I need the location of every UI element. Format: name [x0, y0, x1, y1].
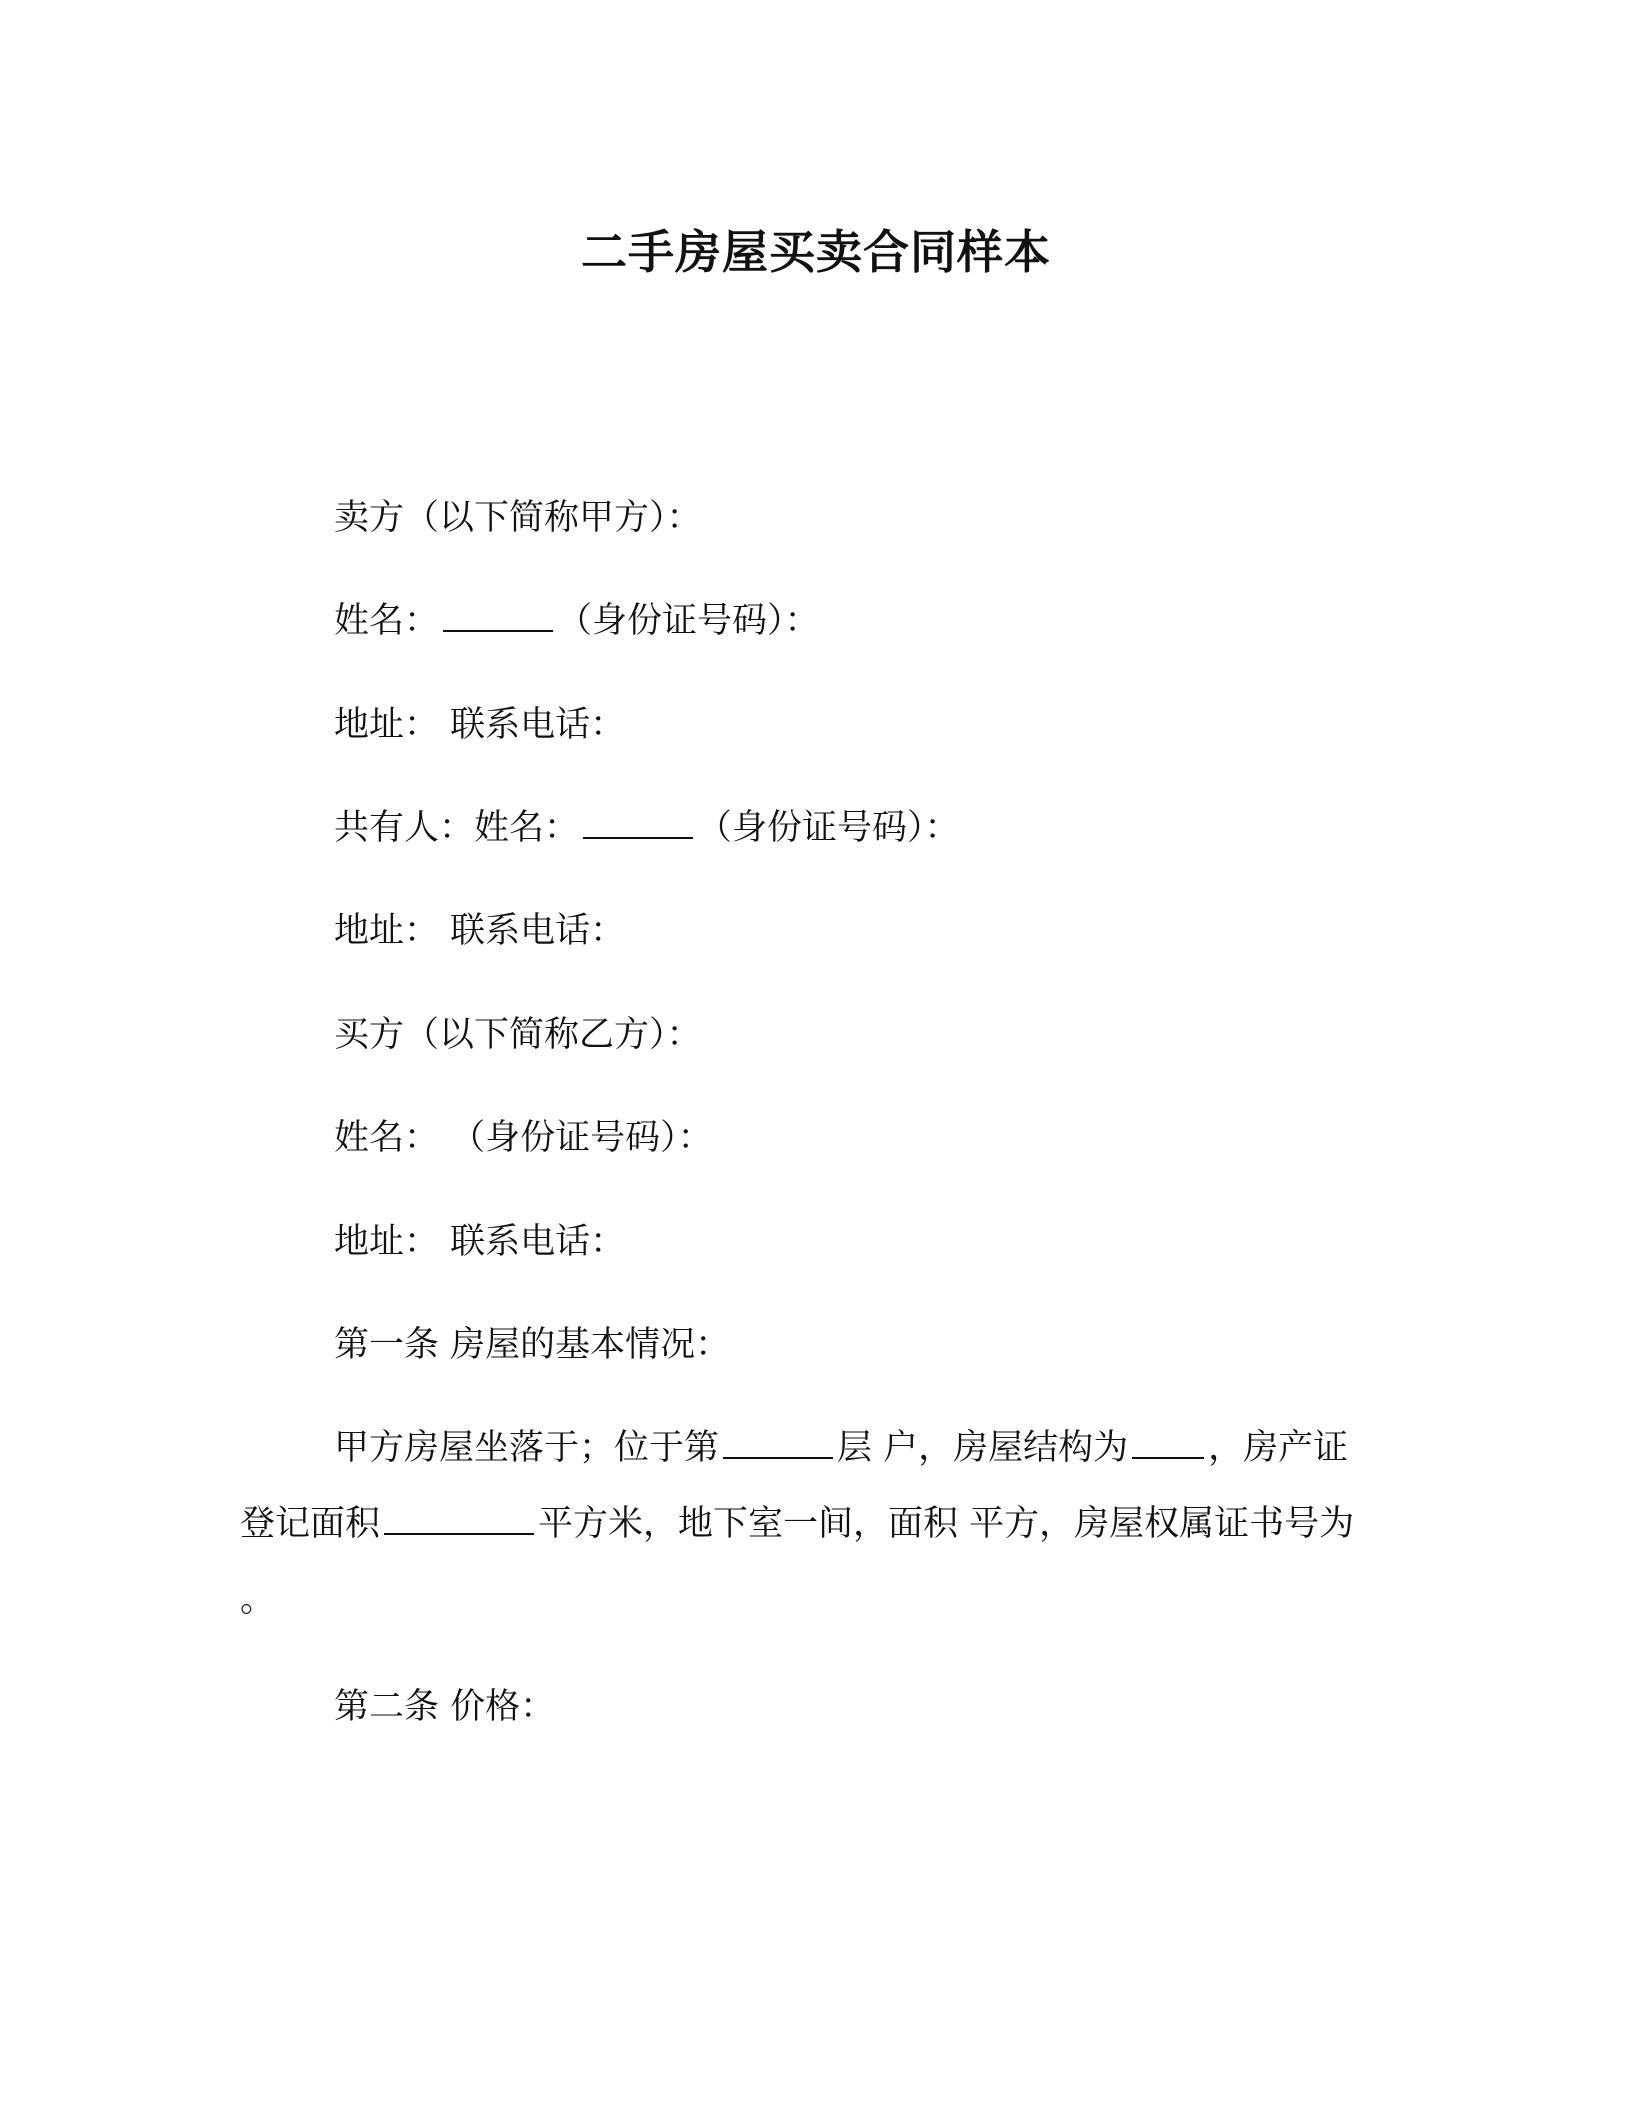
seller-id-label: （身份证号码）： [557, 601, 820, 641]
area-blank [384, 1499, 534, 1535]
article2-heading: 第二条 价格： [334, 1687, 556, 1727]
co-owner-name-blank [583, 803, 693, 839]
article1-text-3: ，房产证登记面积 [240, 1428, 1349, 1544]
document-title: 二手房屋买卖合同样本 [581, 225, 1051, 279]
seller-name-label: 姓名： [334, 601, 440, 641]
structure-blank [1132, 1423, 1204, 1459]
seller-heading: 卖方（以下简称甲方）： [334, 498, 702, 538]
floor-blank [723, 1423, 833, 1459]
seller-name-line [334, 596, 820, 646]
article1-heading: 第一条 房屋的基本情况： [334, 1325, 731, 1365]
seller-address-phone: 地址： 联系电话： [334, 705, 626, 745]
buyer-heading: 买方（以下简称乙方）： [334, 1015, 702, 1055]
buyer-address-phone: 地址： 联系电话： [334, 1222, 626, 1262]
article1-paragraph [240, 1410, 1370, 1638]
seller-name-blank [443, 596, 553, 632]
article1-text-2: 层 户，房屋结构为 [837, 1428, 1129, 1468]
article1-text-1: 甲方房屋坐落于；位于第 [334, 1428, 720, 1468]
co-owner-address-phone: 地址： 联系电话： [334, 911, 626, 951]
article1-text-4: 平方米，地下室一间，面积 平方，房屋权属证书号为 。 [240, 1504, 1355, 1620]
buyer-name-id: 姓名： （身份证号码）： [334, 1118, 713, 1158]
co-owner-id-label: （身份证号码）： [697, 808, 960, 848]
co-owner-line [334, 803, 960, 853]
co-owner-prefix: 共有人：姓名： [334, 808, 580, 848]
